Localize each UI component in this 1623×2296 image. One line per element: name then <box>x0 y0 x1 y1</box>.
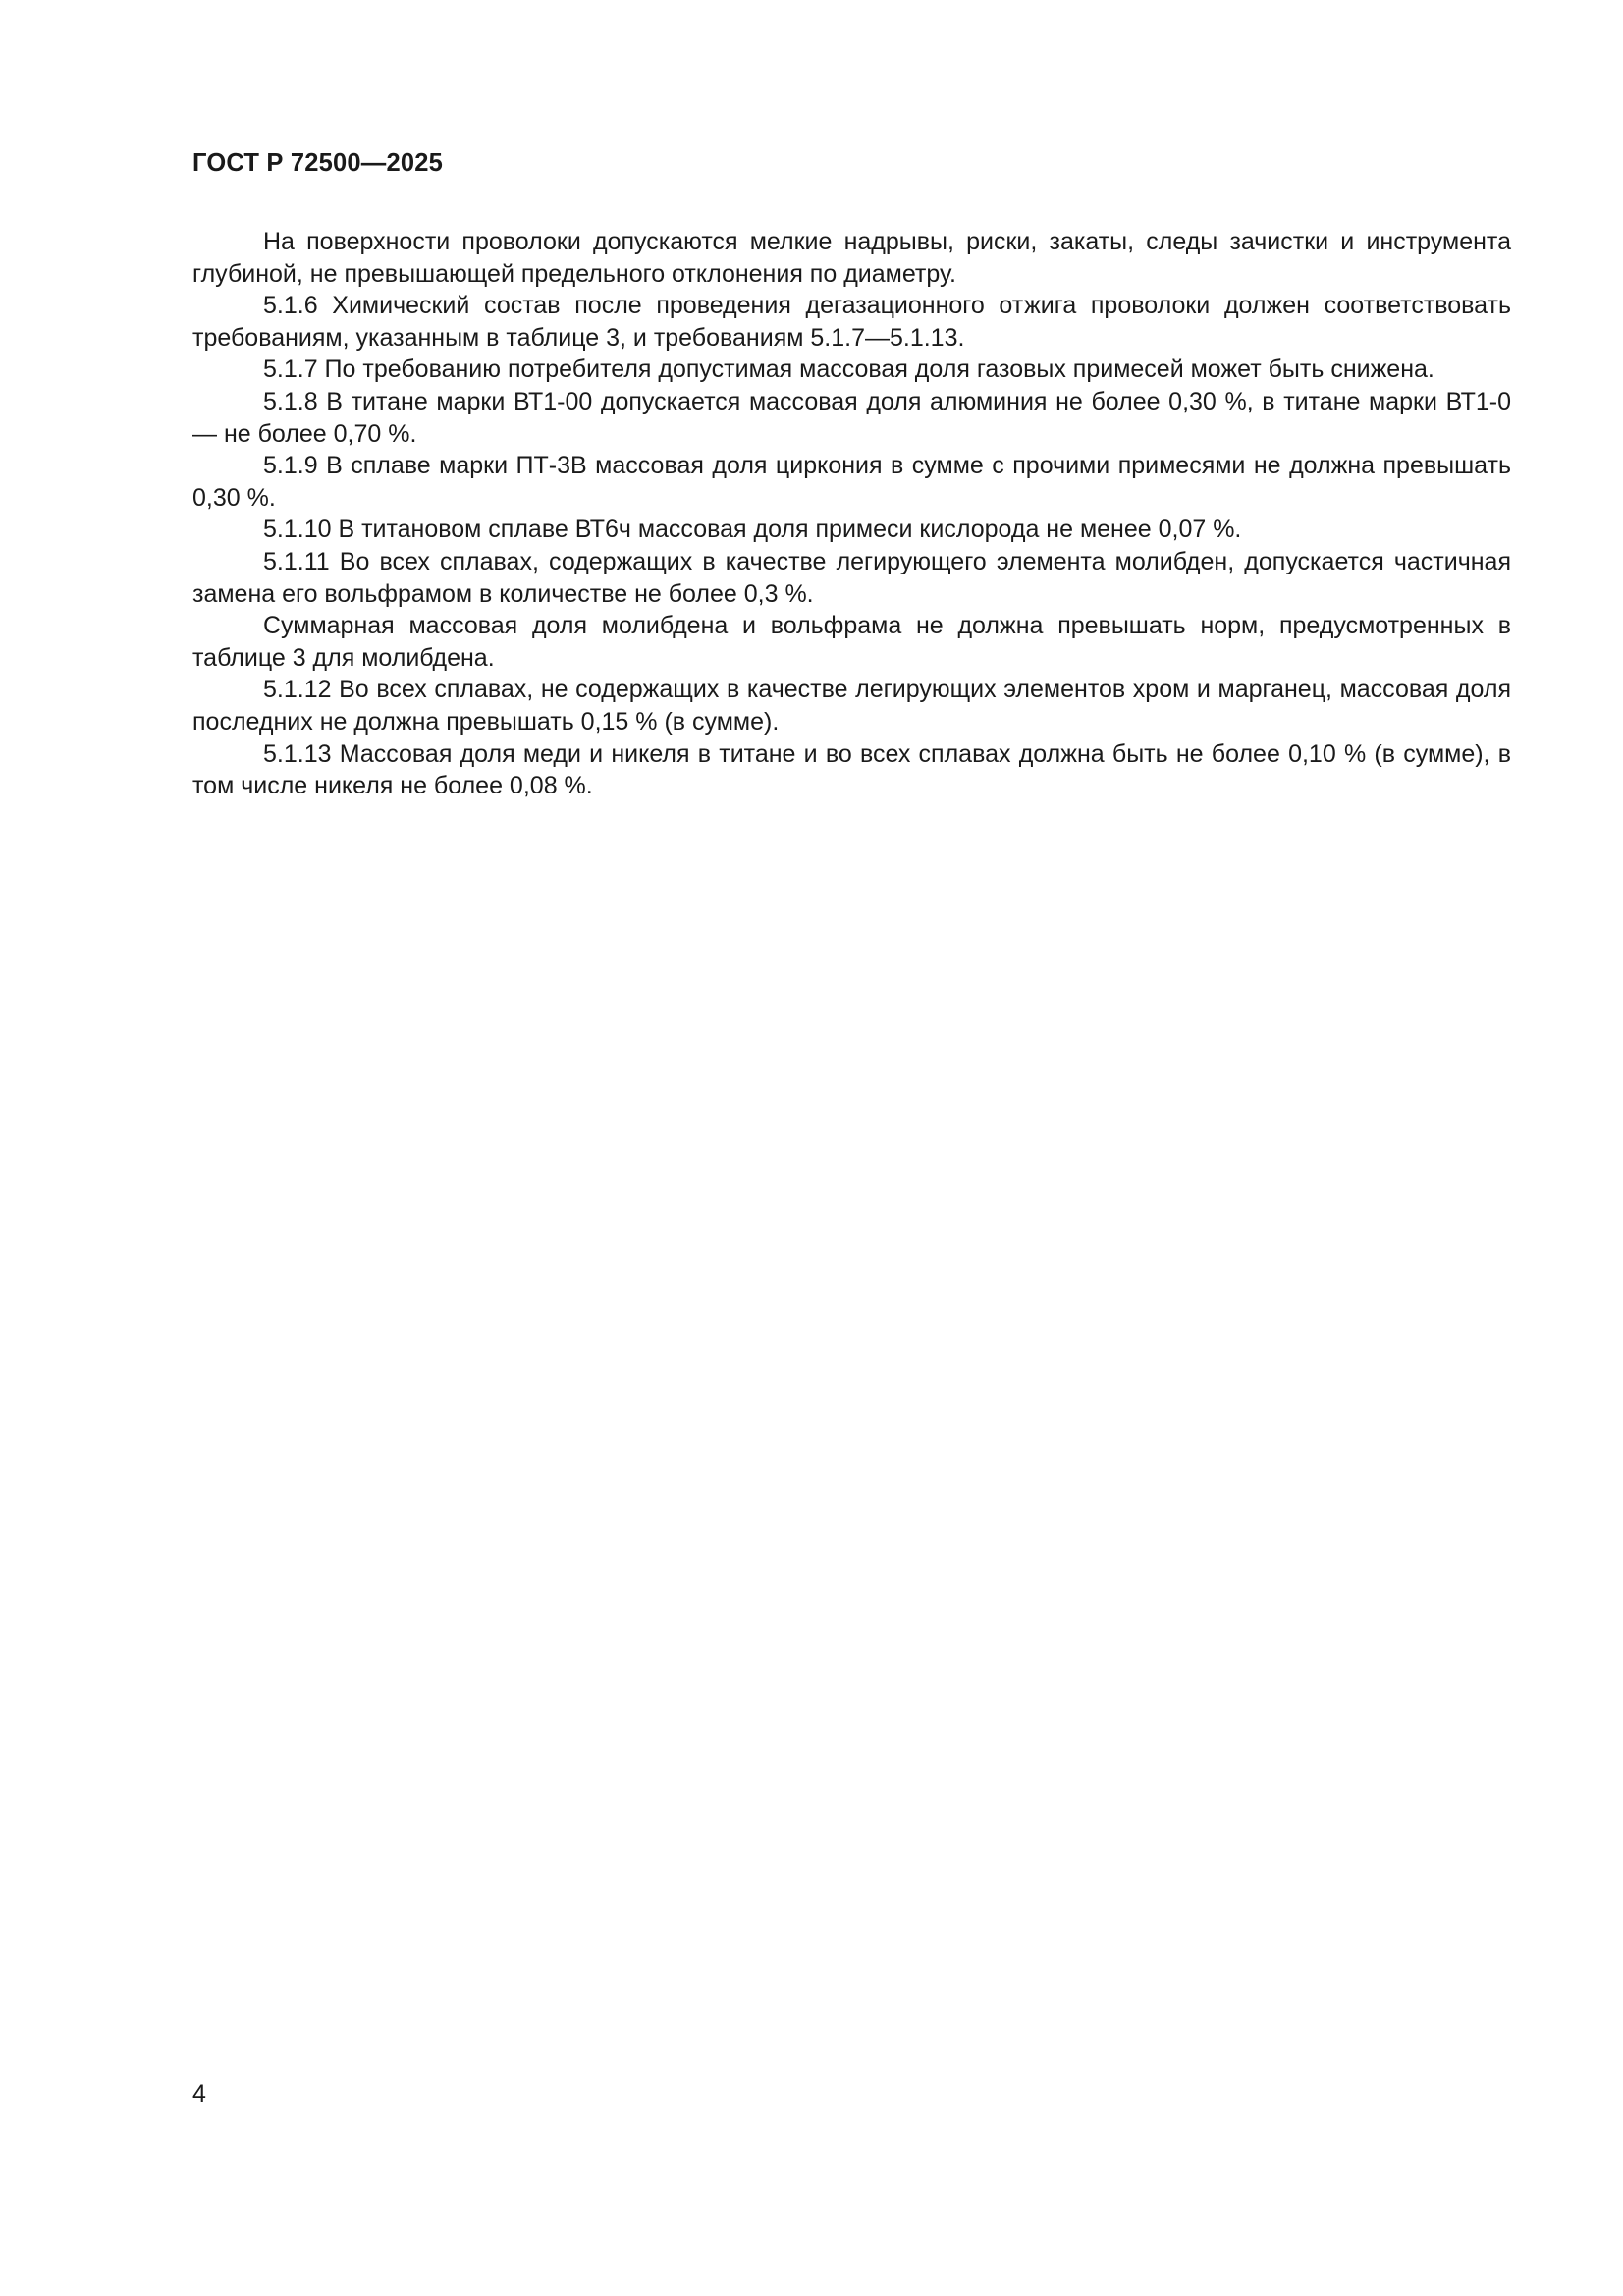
paragraph-5-1-7: 5.1.7 По требованию потребителя допустимая массовая доля газовых примесей может быть снижена. <box>263 355 1434 384</box>
paragraph-5-1-8: 5.1.8 В титане марки ВТ1-00 допускается массовая доля алюминия не более 0,30 %, в титане марки ВТ1-0 — не более 0,70 %. <box>192 387 1511 448</box>
paragraph-5-1-10: 5.1.10 В титановом сплаве ВТ6ч массовая доля примеси кислорода не менее 0,07 %. <box>263 516 1242 544</box>
paragraph-molybdenum-tungsten: Суммарная массовая доля молибдена и вольфрама не должна превышать норм, предусмотренных в таблице 3 для молибдена. <box>192 612 1511 672</box>
paragraph-5-1-13: 5.1.13 Массовая доля меди и никеля в титане и во всех сплавах должна быть не более 0,10 % (в сумме), в том числе никеля не более 0,08 %. <box>192 739 1511 800</box>
paragraph-5-1-11: 5.1.11 Во всех сплавах, содержащих в качестве легирующего элемента молибден, допускается частичная замена его вольфрамом в количестве не более 0,3 %. <box>192 547 1511 608</box>
document-body <box>192 226 1511 802</box>
paragraph-5-1-6: 5.1.6 Химический состав после проведения дегазационного отжига проволоки должен соответствовать требованиям, указанным в таблице 3, и требованиям 5.1.7—5.1.13. <box>192 292 1511 352</box>
paragraph-5-1-12: 5.1.12 Во всех сплавах, не содержащих в качестве легирующих элементов хром и марганец, массовая доля последних не должна превышать 0,15 % (в сумме). <box>192 676 1511 736</box>
standard-header: ГОСТ Р 72500—2025 <box>192 149 444 177</box>
paragraph-surface-defects: На поверхности проволоки допускаются мелкие надрывы, риски, закаты, следы зачистки и инструмента глубиной, не превышающей предельного отклонения по диаметру. <box>192 228 1511 288</box>
page-number: 4 <box>192 2080 206 2107</box>
paragraph-5-1-9: 5.1.9 В сплаве марки ПТ-3В массовая доля циркония в сумме с прочими примесями не должна превышать 0,30 %. <box>192 452 1511 512</box>
